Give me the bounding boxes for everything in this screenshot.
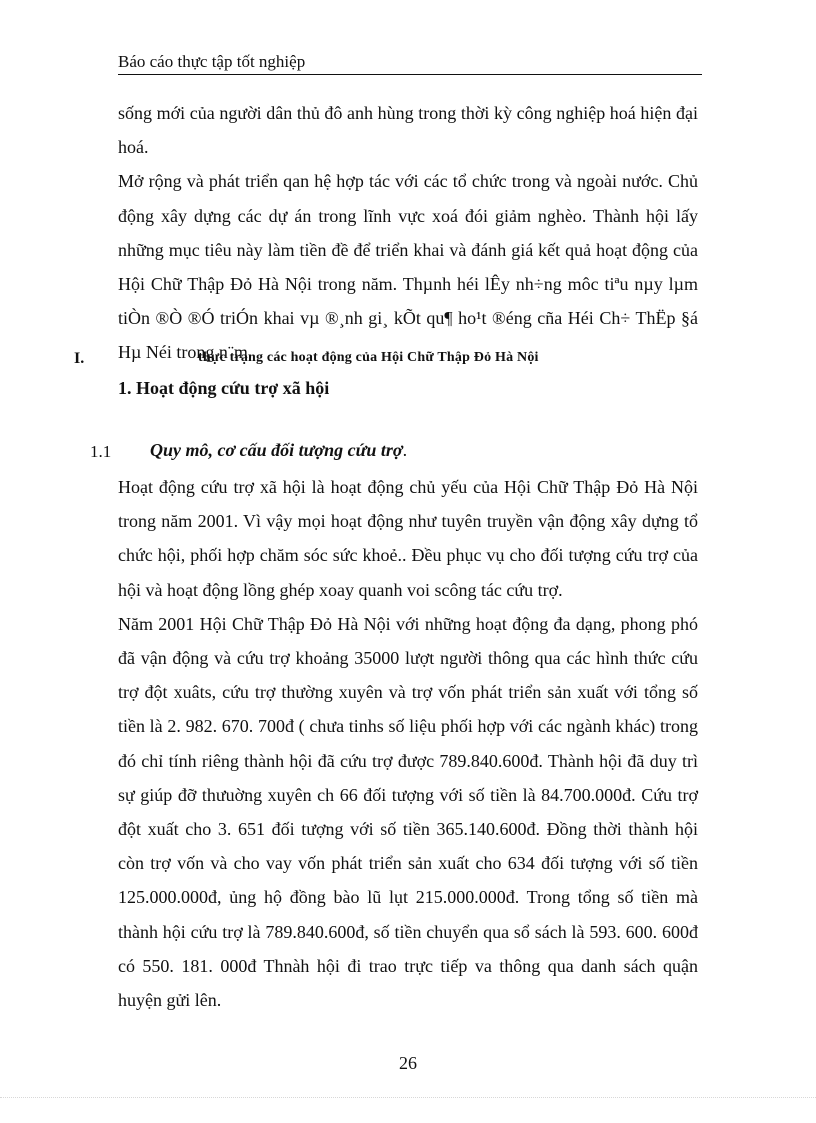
section-title: thực trạng các hoạt động của Hội Chữ Thập Đỏ Hà Nội [198,350,539,365]
section-heading [0,350,816,378]
subheading-suffix: . [402,440,408,460]
intro-paragraph-2: Mở rộng và phát triển qan hệ hợp tác với các tổ chức trong và ngoài nước. Chủ động xây dựng các dự án trong lĩnh vực xoá đói giảm nghèo. Thành hội lấy những mục tiêu này làm tiền đề để triển khai và đánh giá kết quả hoạt động của Hội Chữ Thập Đỏ Hà Nội trong năm. Thµnh héi lÊy nh÷ng môc tiªu nµy lµm tiÒn ®Ò ®Ó triÓn khai vµ ®¸nh gi¸ kÕt qu¶ ho¹t ®éng cña Héi Ch÷ ThËp §á Hµ Néi trong n¨m. [118,171,698,363]
body-paragraph-2: Năm 2001 Hội Chữ Thập Đỏ Hà Nội với những hoạt động đa dạng, phong phó đã vận động và cứu trợ khoảng 35000 lượt người thông qua các hình thức cứu trợ đột xuâts, cứu trợ thường xuyên và trợ vốn phát triển sản xuất với tổng số tiền là 2. 982. 670. 700đ ( chưa tinhs số liệu phối hợp với các ngành khác) trong đó chỉ tính riêng thành hội đã cứu trợ được 789.840.600đ. Thành hội đã duy trì sự giúp đỡ thưuờng xuyên ch 66 đối tượng với số tiền là 84.700.000đ. Cứu trợ đột xuất cho 3. 651 đối tượng với số tiền 365.140.600đ. Đồng thời thành hội còn trợ vốn và cho vay vốn phát triển sản xuất cho 634 đối tượng với số tiền 125.000.000đ, ủng hộ đồng bào lũ lụt 215.000.000đ. Trong tổng số tiền mà thành hội cứu trợ là 789.840.600đ, số tiền chuyển qua sổ sách là 593. 600. 600đ có 550. 181. 000đ Thnàh hội đi trao trực tiếp va thông qua danh sách quận huyện gửi lên. [118,613,698,1011]
subheading-number: 1.1 [90,442,112,461]
page-bottom-divider [0,1097,816,1098]
body-block [118,470,698,1017]
subheading-text: Quy mô, cơ cấu đối tượng cứu trợ [150,440,403,460]
intro-paragraph-1: sống mới của người dân thủ đô anh hùng trong thời kỳ công nghiệp hoá hiện đại hoá. [118,103,698,158]
intro-block [118,96,698,370]
subheading-title [150,440,407,461]
page-number: 26 [399,1053,417,1073]
section-number: I. [74,350,85,367]
heading-1: 1. Hoạt động cứu trợ xã hội [118,378,330,398]
running-header: Báo cáo thực tập tốt nghiệp [118,50,702,75]
body-paragraph-1: Hoạt động cứu trợ xã hội là hoạt động chủ yếu của Hội Chữ Thập Đỏ Hà Nội trong năm 2001. Vì vậy mọi hoạt động như tuyên truyền vận động xây dựng tổ chức hội, phối hợp chăm sóc sức khoẻ.. Đều phục vụ cho đối tượng cứu trợ của hội và hoạt động lồng ghép xoay quanh voi scông tác cứu trợ. [118,477,698,600]
